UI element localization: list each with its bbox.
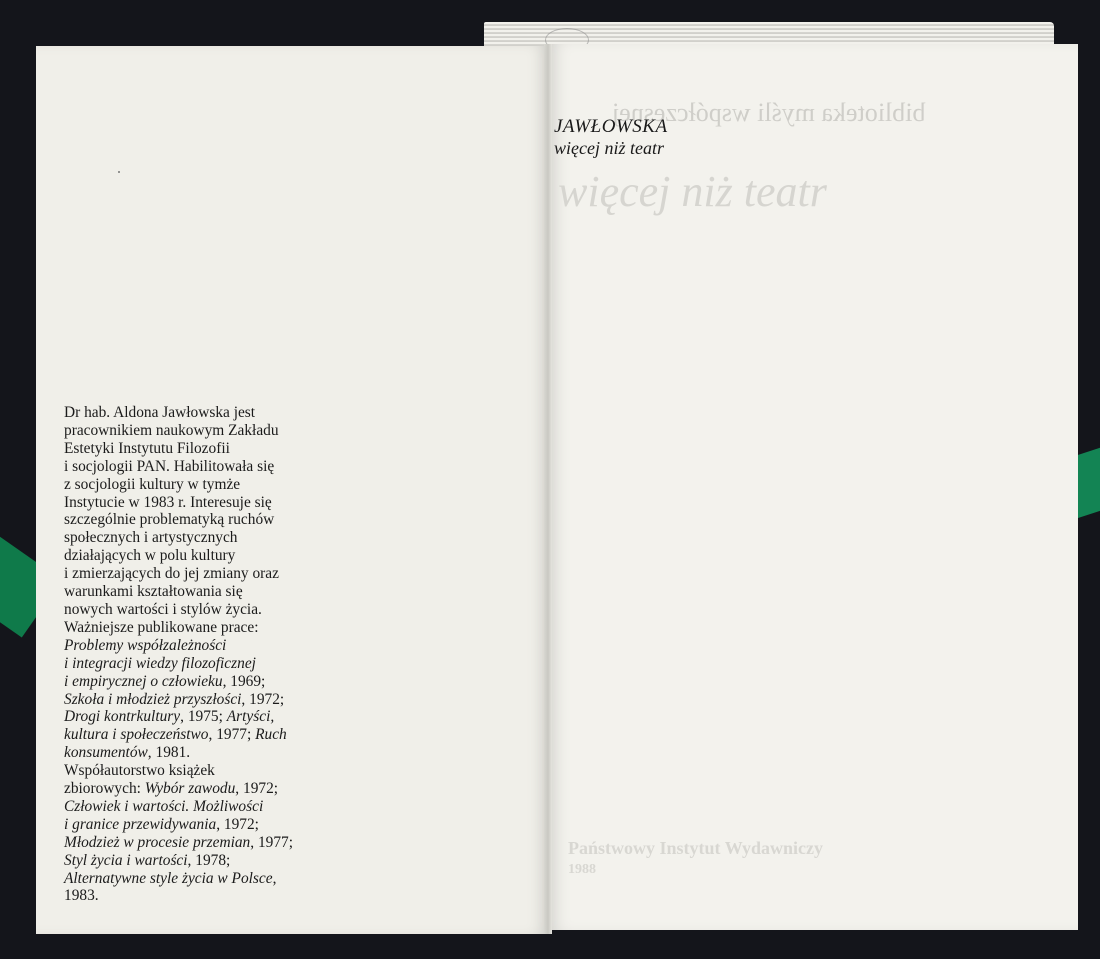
bio-line	[64, 834, 364, 852]
show-through-title: więcej niż teatr	[558, 167, 827, 216]
bio-line-segment: Alternatywne style życia w Polsce	[64, 869, 273, 887]
bio-line: Współautorstwo książek	[64, 762, 215, 780]
bio-line: Dr hab. Aldona Jawłowska jest	[64, 404, 256, 421]
show-through-year: 1988	[568, 862, 596, 877]
bio-line: i integracji wiedzy filozoficznej	[64, 654, 256, 672]
bio-line: z socjologii kultury w tymże	[64, 475, 241, 493]
bio-line-segment: Drogi kontrkultury	[64, 708, 181, 726]
bio-line-segment: konsumentów	[64, 744, 148, 762]
bio-line-segment: , 1978;	[187, 851, 231, 869]
bio-line-segment: , 1977;	[250, 833, 294, 851]
bio-line	[64, 691, 364, 709]
book-title: więcej niż teatr	[554, 138, 664, 158]
show-through-series: biblioteka myśli współczesnej	[612, 98, 926, 127]
bio-line-segment: Młodzież w procesie przemian	[64, 833, 251, 851]
bio-line-segment: , 1975;	[180, 708, 227, 726]
bio-line: Instytucie w 1983 r. Interesuje się	[64, 493, 272, 511]
bio-line: 1983.	[64, 887, 99, 905]
bio-line-segment: i empirycznej o człowieku	[64, 672, 223, 690]
bio-line-segment: i granice przewidywania	[64, 815, 217, 833]
bio-line-segment: , 1972;	[216, 815, 259, 833]
bio-line: nowych wartości i stylów życia.	[64, 600, 262, 618]
bio-line: Problemy współzależności	[64, 636, 227, 654]
bio-line-segment: Styl życia i wartości	[64, 851, 188, 869]
speck	[118, 171, 120, 173]
bio-line-segment: , 1977;	[208, 726, 256, 744]
book-gutter	[544, 44, 552, 934]
book-author: JAWŁOWSKA	[554, 116, 668, 137]
bio-line-segment: Artyści,	[226, 708, 275, 726]
bio-line: Estetyki Instytutu Filozofii	[64, 439, 230, 457]
bio-line	[64, 870, 364, 888]
bio-line-segment: Wybór zawodu	[144, 780, 236, 798]
bio-line	[64, 852, 364, 870]
show-through-publisher: Państwowy Instytut Wydawniczy	[568, 838, 824, 858]
bio-line-segment: zbiorowych:	[64, 780, 145, 798]
bio-line: i zmierzających do jej zmiany oraz	[64, 565, 279, 583]
bio-line	[64, 744, 364, 762]
bio-line: szczególnie problematyką ruchów	[64, 511, 275, 529]
bio-line-segment: , 1972;	[241, 690, 285, 708]
bio-line	[64, 780, 364, 798]
bio-line: Ważniejsze publikowane prace:	[64, 618, 259, 636]
bio-line: warunkami kształtowania się	[64, 583, 243, 601]
bio-line-segment: , 1972;	[235, 780, 279, 798]
bio-line	[64, 726, 364, 744]
author-biography	[64, 404, 364, 905]
bio-line: i socjologii PAN. Habilitowała się	[64, 457, 275, 475]
bio-line-segment: Szkoła i młodzież przyszłości	[64, 690, 242, 708]
bio-line-segment: ,	[272, 869, 277, 887]
bio-line: społecznych i artystycznych	[64, 529, 238, 547]
bio-line: pracownikiem naukowym Zakładu	[64, 421, 279, 439]
bio-line	[64, 708, 364, 726]
bio-line-segment: , 1981.	[147, 744, 191, 762]
bio-line-segment: kultura i społeczeństwo	[64, 726, 209, 744]
bio-line-segment: , 1969;	[222, 672, 266, 690]
bio-line: Człowiek i wartości. Możliwości	[64, 797, 264, 815]
bio-line	[64, 673, 364, 691]
bio-line-segment: Ruch	[255, 726, 287, 744]
bio-line	[64, 816, 364, 834]
bio-line: działających w polu kultury	[64, 547, 236, 565]
